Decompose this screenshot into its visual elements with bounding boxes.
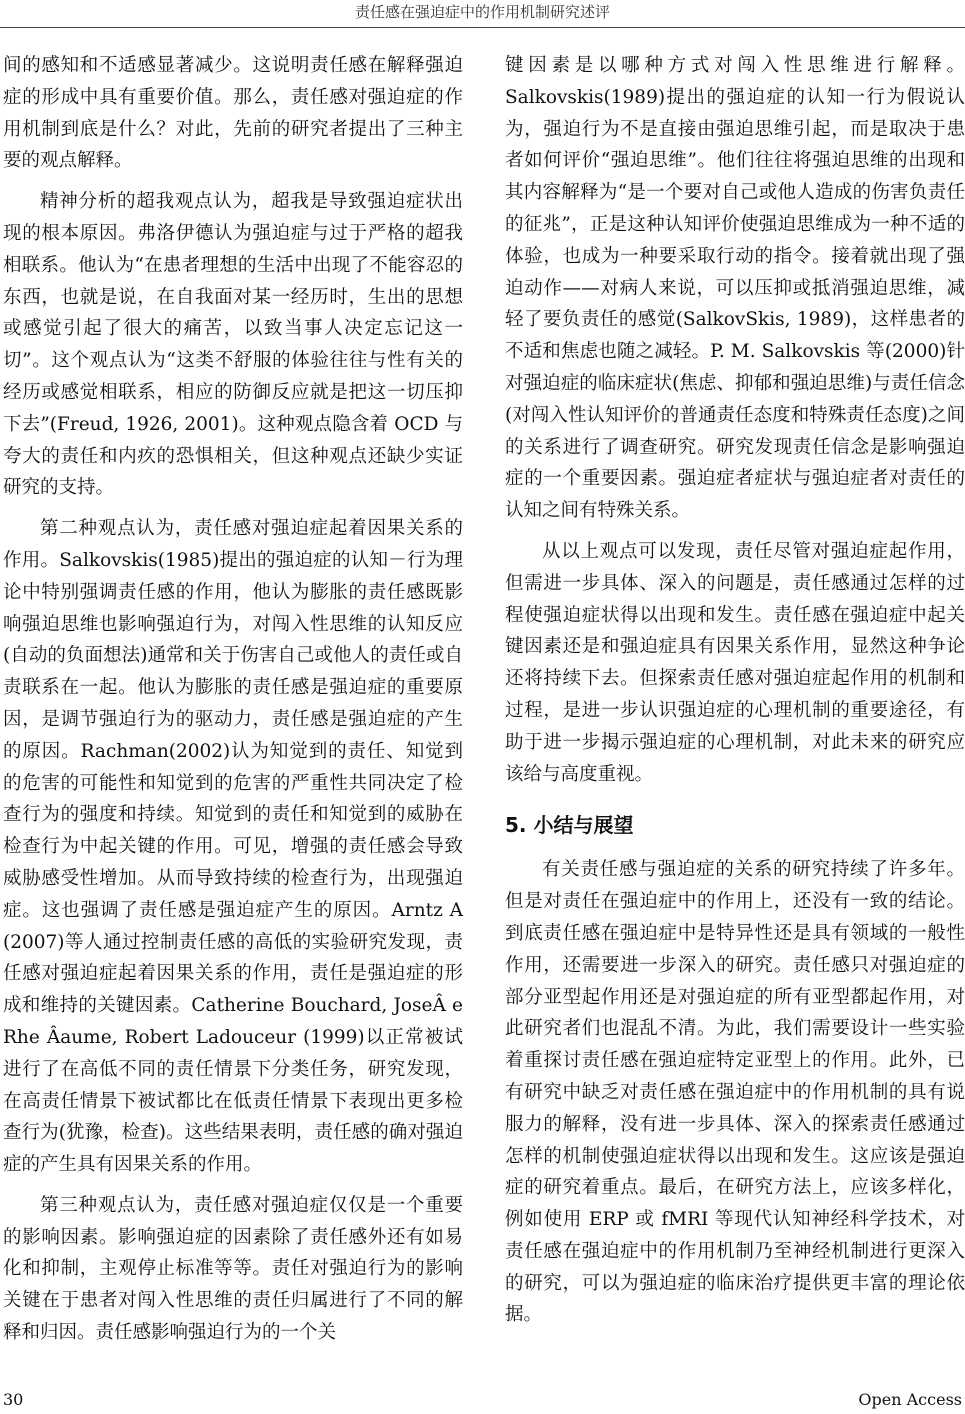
paragraph: 间的感知和不适感显著减少。这说明责任感在解释强迫症的形成中具有重要价值。那么，责任感对强迫症的作用机制到底是什么？对此，先前的研究者提出了三种主要的观点解释。 xyxy=(3,55,463,172)
paragraph: 键因素是以哪种方式对闯入性思维进行解释。Salkovskis(1989)提出的强迫症的认知一行为假说认为，强迫行为不是直接由强迫思维引起，而是取决于患者如何评价“强迫思维”。他们往往将强迫思维的出现和其内容解释为“是一个要对自己或他人造成的伤害负责任的征兆”，正是这种认知评价使强迫思维成为一种不适的体验，也成为一种要采取行动的指令。接着就出现了强迫动作——对病人来说，可以压抑或抵消强迫思维，减轻了要负责任的感觉(SalkovSkis, 1989)，这样患者的不适和焦虑也随之减轻。P. M. Salkovskis 等(2000)针对强迫症的临床症状(焦虑、抑郁和强迫思维)与责任信念(对闯入性认知评价的普通责任态度和特殊责任态度)之间的关系进行了调查研究。研究发现责任信念是影响强迫症的一个重要因素。强迫症者症状与强迫症者对责任的认知之间有特殊关系。 xyxy=(505,55,965,522)
footer-label: Open Access xyxy=(858,1390,962,1409)
left-column xyxy=(3,50,463,1349)
paragraph: 第二种观点认为，责任感对强迫症起着因果关系的作用。Salkovskis(1985)提出的强迫症的认知－行为理论中特别强调责任感的作用，他认为膨胀的责任感既影响强迫思维也影响强迫行为，对闯入性思维的认知反应(自动的负面想法)通常和关于伤害自己或他人的责任或自责联系在一起。他认为膨胀的责任感是强迫症的重要原因，是调节强迫行为的驱动力，责任感是强迫症的产生的原因。Rachman(2002)认为知觉到的责任、知觉到的危害的可能性和知觉到的危害的严重性共同决定了检查行为的强度和持续。知觉到的责任和知觉到的威胁在检查行为中起关键的作用。可见，增强的责任感会导致威胁感受性增加。从而导致持续的检查行为，出现强迫症。这也强调了责任感是强迫症产生的原因。Arntz A (2007)等人通过控制责任感的高低的实验研究发现，责任感对强迫症起着因果关系的作用，责任是强迫症的形成和维持的关键因素。Catherine Bouchard, JoseÂ e Rhe Âaume, Robert Ladouceur (1999)以正常被试进行了在高低不同的责任情景下分类任务，研究发现，在高责任情景下被试都比在低责任情景下表现出更多检查行为(犹豫，检查)。这些结果表明，责任感的确对强迫症的产生具有因果关系的作用。 xyxy=(3,518,463,1176)
paragraph: 有关责任感与强迫症的关系的研究持续了许多年。但是对责任在强迫症中的作用上，还没有一致的结论。到底责任感在强迫症中是特异性还是具有领域的一般性作用，还需要进一步深入的研究。责任感只对强迫症的部分亚型起作用还是对强迫症的所有亚型都起作用，对此研究者们也混乱不清。为此，我们需要设计一些实验着重探讨责任感在强迫症特定亚型上的作用。此外，已有研究中缺乏对责任感在强迫症中的作用机制的具有说服力的解释，没有进一步具体、深入的探索责任感通过怎样的机制使强迫症状得以出现和发生。这应该是强迫症的研究着重点。最后，在研究方法上，应该多样化，例如使用 ERP 或 fMRI 等现代认知神经科学技术，对责任感在强迫症中的作用机制乃至神经机制进行更深入的研究，可以为强迫症的临床治疗提供更丰富的理论依据。 xyxy=(505,859,965,1326)
right-column xyxy=(505,50,965,1331)
paragraph: 精神分析的超我观点认为，超我是导致强迫症状出现的根本原因。弗洛伊德认为强迫症与过于严格的超我相联系。他认为“在患者理想的生活中出现了不能容忍的东西，也就是说，在自我面对某一经历时，生出的思想或感觉引起了很大的痛苦，以致当事人决定忘记这一切”。这个观点认为“这类不舒服的体验往往与性有关的经历或感觉相联系，相应的防御反应就是把这一切压抑下去”(Freud, 1926, 2001)。这种观点隐含着 OCD 与夸大的责任和内疚的恐惧相关，但这种观点还缺少实证研究的支持。 xyxy=(3,191,463,499)
section-heading: 5. 小结与展望 xyxy=(505,813,634,838)
paragraph: 第三种观点认为，责任感对强迫症仅仅是一个重要的影响因素。影响强迫症的因素除了责任感外还有如易化和抑制，主观停止标准等等。责任对强迫行为的影响关键在于患者对闯入性思维的责任归属进行了不同的解释和归因。责任感影响强迫行为的一个关 xyxy=(3,1194,463,1344)
running-title: 责任感在强迫症中的作用机制研究述评 xyxy=(354,3,610,21)
header-divider xyxy=(0,27,965,28)
page-number: 30 xyxy=(3,1390,24,1409)
paragraph: 从以上观点可以发现，责任尽管对强迫症起作用，但需进一步具体、深入的问题是，责任感通过怎样的过程使强迫症状得以出现和发生。责任感在强迫症中起关键因素还是和强迫症具有因果关系作用，显然这种争论还将持续下去。但探索责任感对强迫症起作用的机制和过程，是进一步认识强迫症的心理机制的重要途径，有助于进一步揭示强迫症的心理机制，对此未来的研究应该给与高度重视。 xyxy=(505,540,965,785)
